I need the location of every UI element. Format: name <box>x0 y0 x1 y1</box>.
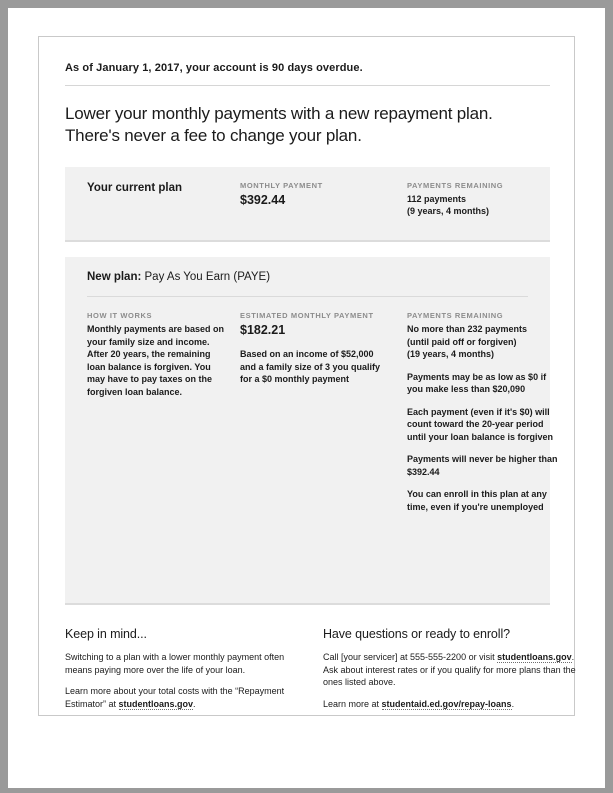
studentloans-gov-link-1[interactable]: studentloans.gov <box>118 698 194 709</box>
current-monthly-payment-value: $392.44 <box>240 193 286 207</box>
new-payments-remaining-headline-2: (until paid off or forgiven) <box>407 336 517 347</box>
questions-paragraph-2 <box>323 698 581 711</box>
new-payments-note-4: You can enroll in this plan at any time, even if you're unemployed <box>407 489 547 512</box>
headline-line-1: Lower your monthly payments with a new repayment plan. <box>65 104 493 123</box>
how-it-works-text: Monthly payments are based on your family size and income. After 20 years, the remaining loan balance is forgiven. You may have to pay taxes on the forgiven loan balance. <box>87 324 225 397</box>
new-plan-prefix: New plan: <box>87 271 142 283</box>
estimated-monthly-payment-note: Based on an income of $52,000 and a family size of 3 you qualify for a $0 monthly payment <box>240 349 381 384</box>
spacer <box>407 361 559 371</box>
current-plan-payments-remaining-column <box>407 181 559 217</box>
estimated-monthly-payment-value: $182.21 <box>240 323 286 337</box>
current-payments-remaining-label: PAYMENTS REMAINING <box>407 181 504 190</box>
how-it-works-column <box>87 311 229 398</box>
studentloans-gov-link-2[interactable]: studentloans.gov <box>497 652 572 662</box>
new-plan-columns <box>65 311 558 579</box>
new-payments-note-2: Each payment (even if it's $0) will count toward the 20-year period until your loan balance is forgiven <box>407 406 554 442</box>
new-payments-remaining-label: PAYMENTS REMAINING <box>407 311 504 320</box>
current-plan-title-column <box>87 181 229 195</box>
questions-p1-after: . Ask about interest rates or if you qualify for more plans than the ones listed above. <box>323 652 576 687</box>
questions-title: Have questions or ready to enroll? <box>323 627 510 641</box>
spacer <box>407 443 559 453</box>
new-plan-name: Pay As You Earn (PAYE) <box>144 271 271 283</box>
current-plan-panel <box>65 167 550 242</box>
new-payments-remaining-duration: (19 years, 4 months) <box>407 349 495 359</box>
questions-section <box>323 626 581 710</box>
questions-paragraph-1 <box>323 651 581 689</box>
questions-p2-after: . <box>511 698 515 709</box>
new-payments-note-3: Payments will never be higher than $392.44 <box>407 454 558 477</box>
current-payments-remaining-duration: (9 years, 4 months) <box>407 206 490 216</box>
spacer <box>240 338 392 348</box>
keep-in-mind-section <box>65 626 313 710</box>
how-it-works-label: HOW IT WORKS <box>87 311 153 320</box>
document-frame <box>38 36 575 716</box>
printed-page <box>8 8 605 788</box>
keep-in-mind-title: Keep in mind... <box>65 627 147 641</box>
new-payments-remaining-headline: No more than 232 payments <box>407 324 528 334</box>
footer-sections <box>65 626 576 736</box>
current-plan-monthly-payment-column <box>240 181 392 208</box>
questions-p1-before: Call [your servicer] at 555-555-2200 or visit <box>323 652 498 662</box>
spacer <box>407 396 559 406</box>
keep-in-mind-paragraph-1: Switching to a plan with a lower monthly payment often means paying more over the life of your loan. <box>65 652 285 675</box>
new-plan-panel <box>65 257 558 605</box>
spacer <box>407 478 559 488</box>
current-plan-title: Your current plan <box>87 182 182 194</box>
keep-in-mind-paragraph-2 <box>65 685 313 710</box>
current-plan-columns <box>65 181 550 225</box>
estimated-monthly-payment-label: ESTIMATED MONTHLY PAYMENT <box>240 311 374 320</box>
current-payments-remaining-value: 112 payments <box>407 194 467 204</box>
studentaid-repay-loans-link[interactable]: studentaid.ed.gov/repay-loans <box>381 698 512 709</box>
header-divider <box>65 85 550 86</box>
keep-in-mind-p2-before: Learn more about your total costs with the “Repayment Estimator” at <box>65 686 285 709</box>
new-payments-remaining-column <box>407 311 559 513</box>
headline-line-2: There's never a fee to change your plan. <box>65 126 362 145</box>
new-plan-divider <box>87 296 528 297</box>
questions-p2-before: Learn more at <box>323 698 382 709</box>
page-title <box>65 103 550 147</box>
new-plan-heading <box>87 270 534 285</box>
current-monthly-payment-label: MONTHLY PAYMENT <box>240 181 323 190</box>
estimated-monthly-payment-column <box>240 311 392 386</box>
new-plan-header <box>65 270 550 285</box>
keep-in-mind-p2-after: . <box>193 698 196 709</box>
document-content <box>65 61 576 736</box>
overdue-alert-text: As of January 1, 2017, your account is 90 days overdue. <box>65 62 363 74</box>
new-payments-note-1: Payments may be as low as $0 if you make less than $20,090 <box>407 371 547 394</box>
